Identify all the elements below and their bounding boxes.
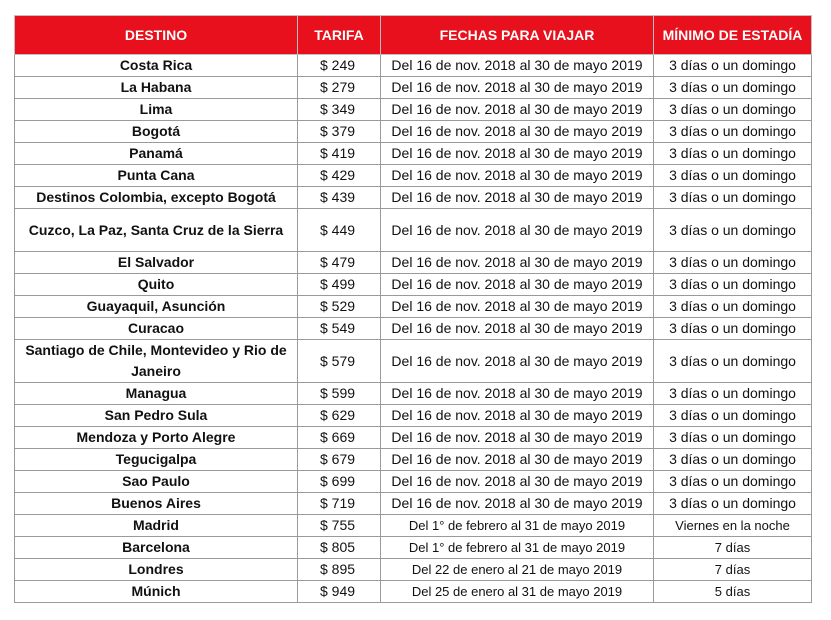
fare-cell: $ 249 <box>298 55 381 77</box>
travel-dates-cell: Del 16 de nov. 2018 al 30 de mayo 2019 <box>381 296 654 318</box>
destination-cell: Mendoza y Porto Alegre <box>15 427 298 449</box>
table-row <box>15 143 812 165</box>
fare-cell: $ 449 <box>298 209 381 252</box>
minimum-stay-cell: 3 días o un domingo <box>654 99 812 121</box>
travel-dates-cell: Del 16 de nov. 2018 al 30 de mayo 2019 <box>381 187 654 209</box>
table-row <box>15 383 812 405</box>
minimum-stay-cell: 7 días <box>654 559 812 581</box>
fare-cell: $ 379 <box>298 121 381 143</box>
destination-cell: Santiago de Chile, Montevideo y Rio de Janeiro <box>15 340 298 383</box>
travel-dates-cell: Del 1° de febrero al 31 de mayo 2019 <box>381 537 654 559</box>
table-row <box>15 165 812 187</box>
table-row <box>15 55 812 77</box>
fare-cell: $ 895 <box>298 559 381 581</box>
travel-dates-cell: Del 16 de nov. 2018 al 30 de mayo 2019 <box>381 252 654 274</box>
travel-dates-cell: Del 16 de nov. 2018 al 30 de mayo 2019 <box>381 449 654 471</box>
destination-cell: Curacao <box>15 318 298 340</box>
travel-dates-cell: Del 16 de nov. 2018 al 30 de mayo 2019 <box>381 493 654 515</box>
travel-dates-cell: Del 16 de nov. 2018 al 30 de mayo 2019 <box>381 274 654 296</box>
destination-cell: Londres <box>15 559 298 581</box>
destination-cell: Costa Rica <box>15 55 298 77</box>
minimum-stay-cell: 3 días o un domingo <box>654 252 812 274</box>
destination-cell: Guayaquil, Asunción <box>15 296 298 318</box>
travel-dates-cell: Del 16 de nov. 2018 al 30 de mayo 2019 <box>381 121 654 143</box>
minimum-stay-cell: 3 días o un domingo <box>654 121 812 143</box>
minimum-stay-cell: 7 días <box>654 537 812 559</box>
travel-dates-cell: Del 16 de nov. 2018 al 30 de mayo 2019 <box>381 209 654 252</box>
minimum-stay-cell: 3 días o un domingo <box>654 318 812 340</box>
table-row <box>15 99 812 121</box>
destination-cell: Panamá <box>15 143 298 165</box>
minimum-stay-cell: Viernes en la noche <box>654 515 812 537</box>
table-row <box>15 581 812 603</box>
fare-cell: $ 499 <box>298 274 381 296</box>
fare-cell: $ 949 <box>298 581 381 603</box>
minimum-stay-cell: 3 días o un domingo <box>654 449 812 471</box>
travel-dates-cell: Del 1° de febrero al 31 de mayo 2019 <box>381 515 654 537</box>
destination-cell: Múnich <box>15 581 298 603</box>
table-row <box>15 493 812 515</box>
minimum-stay-cell: 3 días o un domingo <box>654 55 812 77</box>
minimum-stay-cell: 3 días o un domingo <box>654 143 812 165</box>
fare-cell: $ 549 <box>298 318 381 340</box>
table-row <box>15 318 812 340</box>
minimum-stay-cell: 3 días o un domingo <box>654 165 812 187</box>
header-dates: FECHAS PARA VIAJAR <box>381 16 654 55</box>
minimum-stay-cell: 3 días o un domingo <box>654 340 812 383</box>
destination-cell: La Habana <box>15 77 298 99</box>
fare-cell: $ 579 <box>298 340 381 383</box>
fare-cell: $ 719 <box>298 493 381 515</box>
destination-cell: Tegucigalpa <box>15 449 298 471</box>
destination-cell: Sao Paulo <box>15 471 298 493</box>
minimum-stay-cell: 3 días o un domingo <box>654 493 812 515</box>
destination-cell: Lima <box>15 99 298 121</box>
header-minimum-stay: MÍNIMO DE ESTADÍA <box>654 16 812 55</box>
minimum-stay-cell: 3 días o un domingo <box>654 471 812 493</box>
minimum-stay-cell: 3 días o un domingo <box>654 427 812 449</box>
travel-dates-cell: Del 16 de nov. 2018 al 30 de mayo 2019 <box>381 55 654 77</box>
fare-cell: $ 805 <box>298 537 381 559</box>
minimum-stay-cell: 3 días o un domingo <box>654 77 812 99</box>
minimum-stay-cell: 5 días <box>654 581 812 603</box>
destination-cell: El Salvador <box>15 252 298 274</box>
table-row <box>15 121 812 143</box>
fare-cell: $ 279 <box>298 77 381 99</box>
minimum-stay-cell: 3 días o un domingo <box>654 187 812 209</box>
destination-cell: Managua <box>15 383 298 405</box>
header-destination: DESTINO <box>15 16 298 55</box>
table-row <box>15 515 812 537</box>
fare-cell: $ 699 <box>298 471 381 493</box>
table-row <box>15 296 812 318</box>
fare-cell: $ 429 <box>298 165 381 187</box>
table-row <box>15 187 812 209</box>
fare-cell: $ 419 <box>298 143 381 165</box>
destination-cell: Bogotá <box>15 121 298 143</box>
minimum-stay-cell: 3 días o un domingo <box>654 296 812 318</box>
destination-cell: Madrid <box>15 515 298 537</box>
minimum-stay-cell: 3 días o un domingo <box>654 274 812 296</box>
travel-dates-cell: Del 25 de enero al 31 de mayo 2019 <box>381 581 654 603</box>
travel-dates-cell: Del 16 de nov. 2018 al 30 de mayo 2019 <box>381 318 654 340</box>
destination-cell: Cuzco, La Paz, Santa Cruz de la Sierra <box>15 209 298 252</box>
minimum-stay-cell: 3 días o un domingo <box>654 209 812 252</box>
header-fare: TARIFA <box>298 16 381 55</box>
travel-dates-cell: Del 16 de nov. 2018 al 30 de mayo 2019 <box>381 340 654 383</box>
fare-cell: $ 529 <box>298 296 381 318</box>
fare-cell: $ 669 <box>298 427 381 449</box>
table-row <box>15 252 812 274</box>
destination-cell: Destinos Colombia, excepto Bogotá <box>15 187 298 209</box>
travel-dates-cell: Del 16 de nov. 2018 al 30 de mayo 2019 <box>381 383 654 405</box>
fare-cell: $ 479 <box>298 252 381 274</box>
table-row <box>15 405 812 427</box>
fare-cell: $ 755 <box>298 515 381 537</box>
table-row <box>15 559 812 581</box>
destination-cell: Barcelona <box>15 537 298 559</box>
fares-table <box>14 15 812 603</box>
destination-cell: Quito <box>15 274 298 296</box>
travel-dates-cell: Del 16 de nov. 2018 al 30 de mayo 2019 <box>381 77 654 99</box>
table-body <box>15 55 812 603</box>
fare-cell: $ 349 <box>298 99 381 121</box>
fare-cell: $ 439 <box>298 187 381 209</box>
destination-cell: Buenos Aires <box>15 493 298 515</box>
destination-cell: San Pedro Sula <box>15 405 298 427</box>
table-row <box>15 427 812 449</box>
travel-dates-cell: Del 16 de nov. 2018 al 30 de mayo 2019 <box>381 427 654 449</box>
table-header-row <box>15 16 812 55</box>
travel-dates-cell: Del 16 de nov. 2018 al 30 de mayo 2019 <box>381 405 654 427</box>
fares-table-container <box>14 15 812 603</box>
fare-cell: $ 629 <box>298 405 381 427</box>
fare-cell: $ 599 <box>298 383 381 405</box>
table-row <box>15 340 812 383</box>
travel-dates-cell: Del 22 de enero al 21 de mayo 2019 <box>381 559 654 581</box>
minimum-stay-cell: 3 días o un domingo <box>654 405 812 427</box>
destination-cell: Punta Cana <box>15 165 298 187</box>
fare-cell: $ 679 <box>298 449 381 471</box>
table-row <box>15 537 812 559</box>
table-row <box>15 209 812 252</box>
travel-dates-cell: Del 16 de nov. 2018 al 30 de mayo 2019 <box>381 99 654 121</box>
table-row <box>15 471 812 493</box>
travel-dates-cell: Del 16 de nov. 2018 al 30 de mayo 2019 <box>381 471 654 493</box>
minimum-stay-cell: 3 días o un domingo <box>654 383 812 405</box>
table-row <box>15 449 812 471</box>
table-row <box>15 77 812 99</box>
travel-dates-cell: Del 16 de nov. 2018 al 30 de mayo 2019 <box>381 143 654 165</box>
travel-dates-cell: Del 16 de nov. 2018 al 30 de mayo 2019 <box>381 165 654 187</box>
table-row <box>15 274 812 296</box>
